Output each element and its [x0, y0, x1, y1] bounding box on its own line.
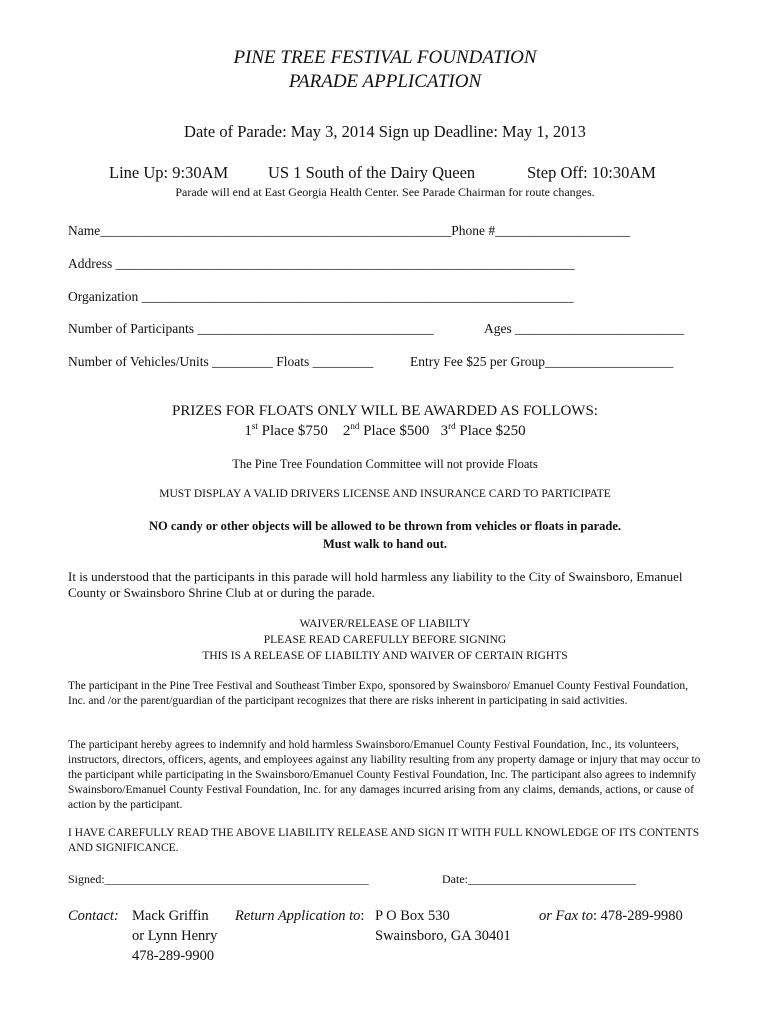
- harmless-statement: It is understood that the participants in this parade will hold harmless any liability to the City of Swainsboro, Emanuel County or Swainsboro Shrine Club at or during the parade.: [68, 569, 683, 600]
- parade-dates: Date of Parade: May 3, 2014 Sign up Deadline: May 1, 2013: [184, 122, 586, 141]
- vehicles-field[interactable]: _________: [212, 354, 273, 369]
- fax-number: : 478-289-9980: [592, 908, 683, 924]
- fee-label: Entry Fee $25 per Group: [410, 354, 545, 369]
- acknowledgement: I HAVE CAREFULLY READ THE ABOVE LIABILITY RELEASE AND SIGN IT WITH FULL KNOWLEDGE OF ITS CONTENTS AND SIGNIFICANCE.: [68, 827, 700, 854]
- signed-label: Signed:: [68, 872, 105, 886]
- ages-field[interactable]: _________________________: [515, 321, 684, 336]
- candy-notice: NO candy or other objects will be allowed to be thrown from vehicles or floats in parade.: [148, 519, 622, 533]
- first-prize: 1st Place $750: [244, 421, 328, 439]
- third-prize: 3rd Place $250: [440, 421, 526, 439]
- address-field[interactable]: ____________________________________________________________________: [115, 256, 575, 271]
- contact-name-2: or Lynn Henry: [132, 928, 218, 944]
- ages-label: Ages: [484, 321, 516, 336]
- form-subtitle: PARADE APPLICATION: [288, 71, 482, 92]
- organization-row: [68, 289, 574, 305]
- fax-info: [539, 906, 683, 926]
- date-field[interactable]: ____________________________: [468, 872, 636, 886]
- fax-label: or Fax to: [539, 908, 593, 924]
- phone-field[interactable]: ____________________: [495, 223, 631, 238]
- stepoff-time: Step Off: 10:30AM: [527, 163, 656, 182]
- waiver-paragraph-2: The participant hereby agrees to indemnify and hold harmless Swainsboro/Emanuel County Festival Foundation, Inc., its volunteers, instructors, directors, officers, agents, and employees against any liability resulting from any property damage or injury that may occur to the participant while participating in the Swainsboro/Emanuel County Festival Foundation, Inc. The participant also agrees to indemnify Swainsboro/Emanuel County Festival Foundation, Inc. for any damages incurred arising from any claims, demands, actions, or cause of action by the participant.: [68, 739, 701, 811]
- participants-row: [68, 321, 434, 337]
- ages-row: [484, 321, 684, 337]
- signature-row: [68, 872, 369, 887]
- waiver-paragraph-1: The participant in the Pine Tree Festival and Southeast Timber Expo, sponsored by Swainsboro/ Emanuel County Festival Foundation, Inc. and /or the parent/guardian of the participant recognizes that there are risks inherent in participating in said activities.: [68, 680, 688, 707]
- prizes-list: [0, 421, 770, 440]
- return-application: Return Application to:: [235, 908, 365, 924]
- name-row: [68, 223, 630, 239]
- phone-label: Phone #: [451, 223, 496, 238]
- second-prize: 2nd Place $500: [342, 421, 430, 439]
- no-floats-notice: The Pine Tree Foundation Committee will not provide Floats: [232, 457, 538, 471]
- organization-label: Organization: [68, 289, 142, 304]
- date-label: Date:: [442, 872, 468, 886]
- fee-row: [410, 354, 673, 370]
- name-label: Name: [68, 223, 101, 238]
- name-field[interactable]: ____________________________________________________: [100, 223, 452, 238]
- address-label: Address: [68, 256, 116, 271]
- return-label: Return Application to: [235, 908, 361, 924]
- waiver-release: THIS IS A RELEASE OF LIABILTIY AND WAIVER OF CERTAIN RIGHTS: [202, 650, 568, 662]
- mailing-address-2: Swainsboro, GA 30401: [375, 928, 511, 944]
- date-row: [442, 872, 636, 887]
- signature-field[interactable]: ____________________________________________: [104, 872, 369, 886]
- waiver-title: WAIVER/RELEASE OF LIABILTY: [299, 618, 471, 630]
- floats-label: Floats: [272, 354, 313, 369]
- vehicles-label: Number of Vehicles/Units: [68, 354, 213, 369]
- prizes-heading: PRIZES FOR FLOATS ONLY WILL BE AWARDED AS FOLLOWS:: [172, 403, 598, 419]
- organization-field[interactable]: ________________________________________________________________: [141, 289, 574, 304]
- contact-name-1: Mack Griffin: [132, 908, 209, 924]
- form-title: PINE TREE FESTIVAL FOUNDATION: [233, 47, 537, 68]
- mailing-address-1: P O Box 530: [375, 908, 450, 924]
- contact-phone: 478-289-9900: [132, 948, 215, 964]
- walk-notice: Must walk to hand out.: [323, 537, 447, 551]
- lineup-location: US 1 South of the Dairy Queen: [268, 163, 476, 182]
- contact-label: Contact:: [68, 908, 119, 924]
- floats-field[interactable]: _________: [312, 354, 374, 369]
- participants-field[interactable]: ___________________________________: [197, 321, 434, 336]
- route-note: Parade will end at East Georgia Health Center. See Parade Chairman for route changes.: [175, 185, 595, 199]
- vehicles-row: [68, 354, 373, 370]
- fee-field[interactable]: ___________________: [544, 354, 674, 369]
- address-row: [68, 256, 575, 272]
- participants-label: Number of Participants: [68, 321, 198, 336]
- lineup-time: Line Up: 9:30AM: [109, 163, 229, 182]
- license-notice: MUST DISPLAY A VALID DRIVERS LICENSE AND INSURANCE CARD TO PARTICIPATE: [159, 488, 611, 500]
- waiver-instruction: PLEASE READ CAREFULLY BEFORE SIGNING: [263, 634, 507, 646]
